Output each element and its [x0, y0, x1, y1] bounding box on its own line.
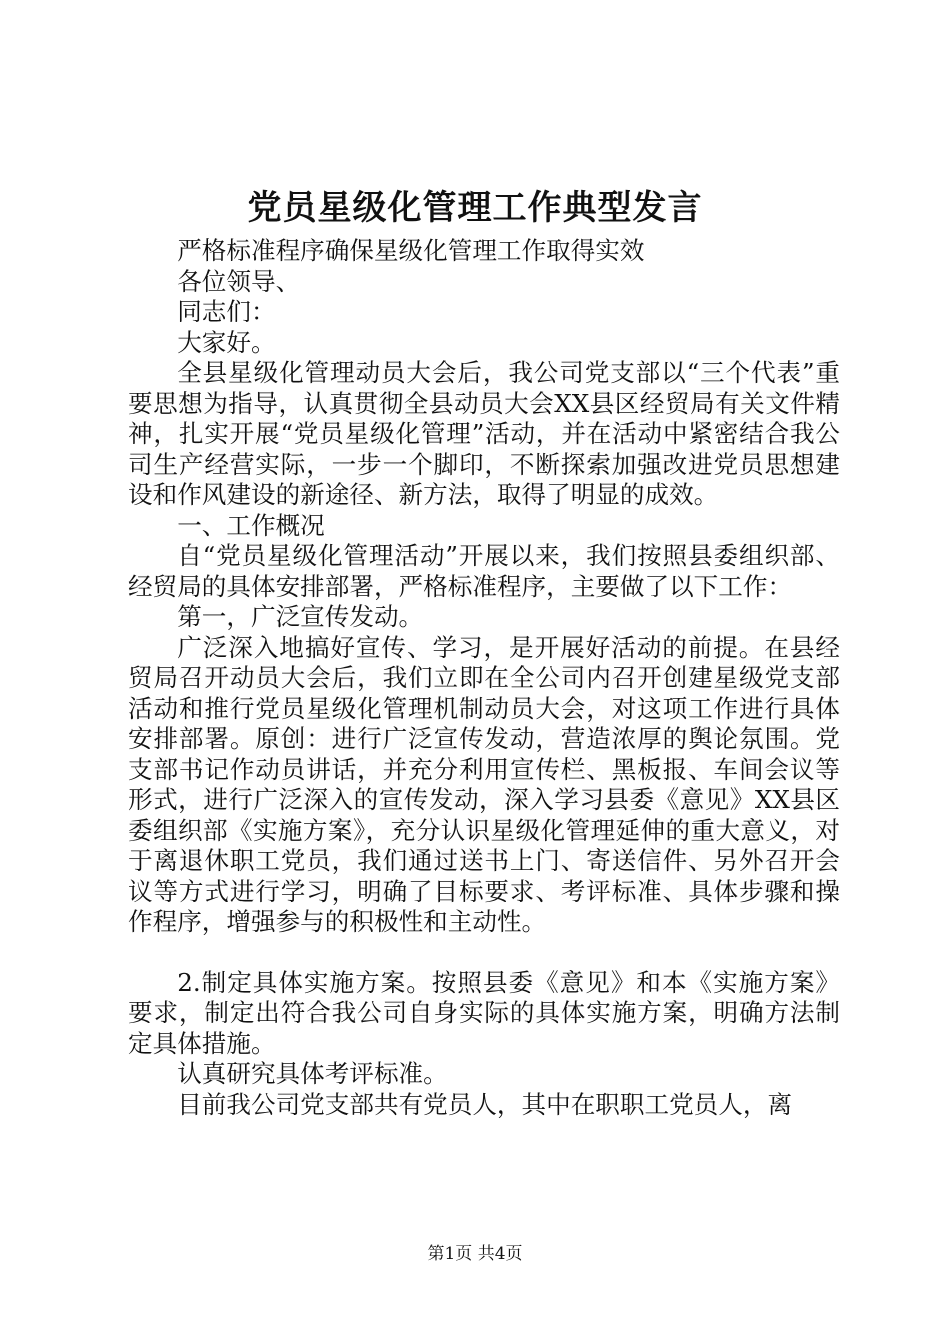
document-body: [128, 236, 840, 1120]
page-footer: 第1页 共4页: [427, 1244, 523, 1264]
paragraph-evaluation-standard: 认真研究具体考评标准。: [177, 1059, 448, 1088]
paragraph-intro: 全县星级化管理动员大会后，我公司党支部以“三个代表”重要思想为指导，认真贯彻全县动员大会XX县区经贸局有关文件精神，扎实开展“党员星级化管理”活动，并在活动中紧密结合我公司生产经营实际，一步一个脚印，不断探索加强改进党员思想建设和作风建设的新途径、新方法，取得了明显的成效。: [128, 358, 840, 509]
paragraph-implementation-plan: 2.制定具体实施方案。按照县委《意见》和本《实施方案》要求，制定出符合我公司自身实际的具体实施方案，明确方法制定具体措施。: [128, 967, 840, 1058]
document-title: 党员星级化管理工作典型发言: [247, 188, 703, 228]
paragraph-salutation-comrades: 同志们：: [177, 297, 276, 326]
paragraph-greeting: 大家好。: [177, 327, 276, 357]
paragraph-membership: 目前我公司党支部共有党员人，其中在职职工党员人，离: [177, 1089, 793, 1119]
paragraph-publicity: 广泛深入地搞好宣传、学习，是开展好活动的前提。在县经贸局召开动员大会后，我们立即在全公司内召开创建星级党支部活动和推行党员星级化管理机制动员大会，对这项工作进行具体安排部署。原创：进行广泛宣传发动，营造浓厚的舆论氛围。党支部书记作动员讲话，并充分利用宣传栏、黑板报、车间会议等形式，进行广泛深入的宣传发动，深入学习县委《意见》XX县区委组织部《实施方案》，充分认识星级化管理延伸的重大意义，对于离退休职工党员，我们通过送书上门、寄送信件、另外召开会议等方式进行学习，明确了目标要求、考评标准、具体步骤和操作程序，增强参与的积极性和主动性。: [128, 632, 840, 936]
paragraph-salutation-leaders: 各位领导、: [177, 266, 301, 296]
paragraph-subtitle: 严格标准程序确保星级化管理工作取得实效: [177, 236, 645, 265]
paragraph-overview: 自“党员星级化管理活动”开展以来，我们按照县委组织部、经贸局的具体安排部署，严格标准程序，主要做了以下工作：: [128, 541, 840, 601]
paragraph-section-heading: 一、工作概况: [177, 510, 325, 540]
paragraph-first-point: 第一，广泛宣传发动。: [177, 602, 424, 631]
